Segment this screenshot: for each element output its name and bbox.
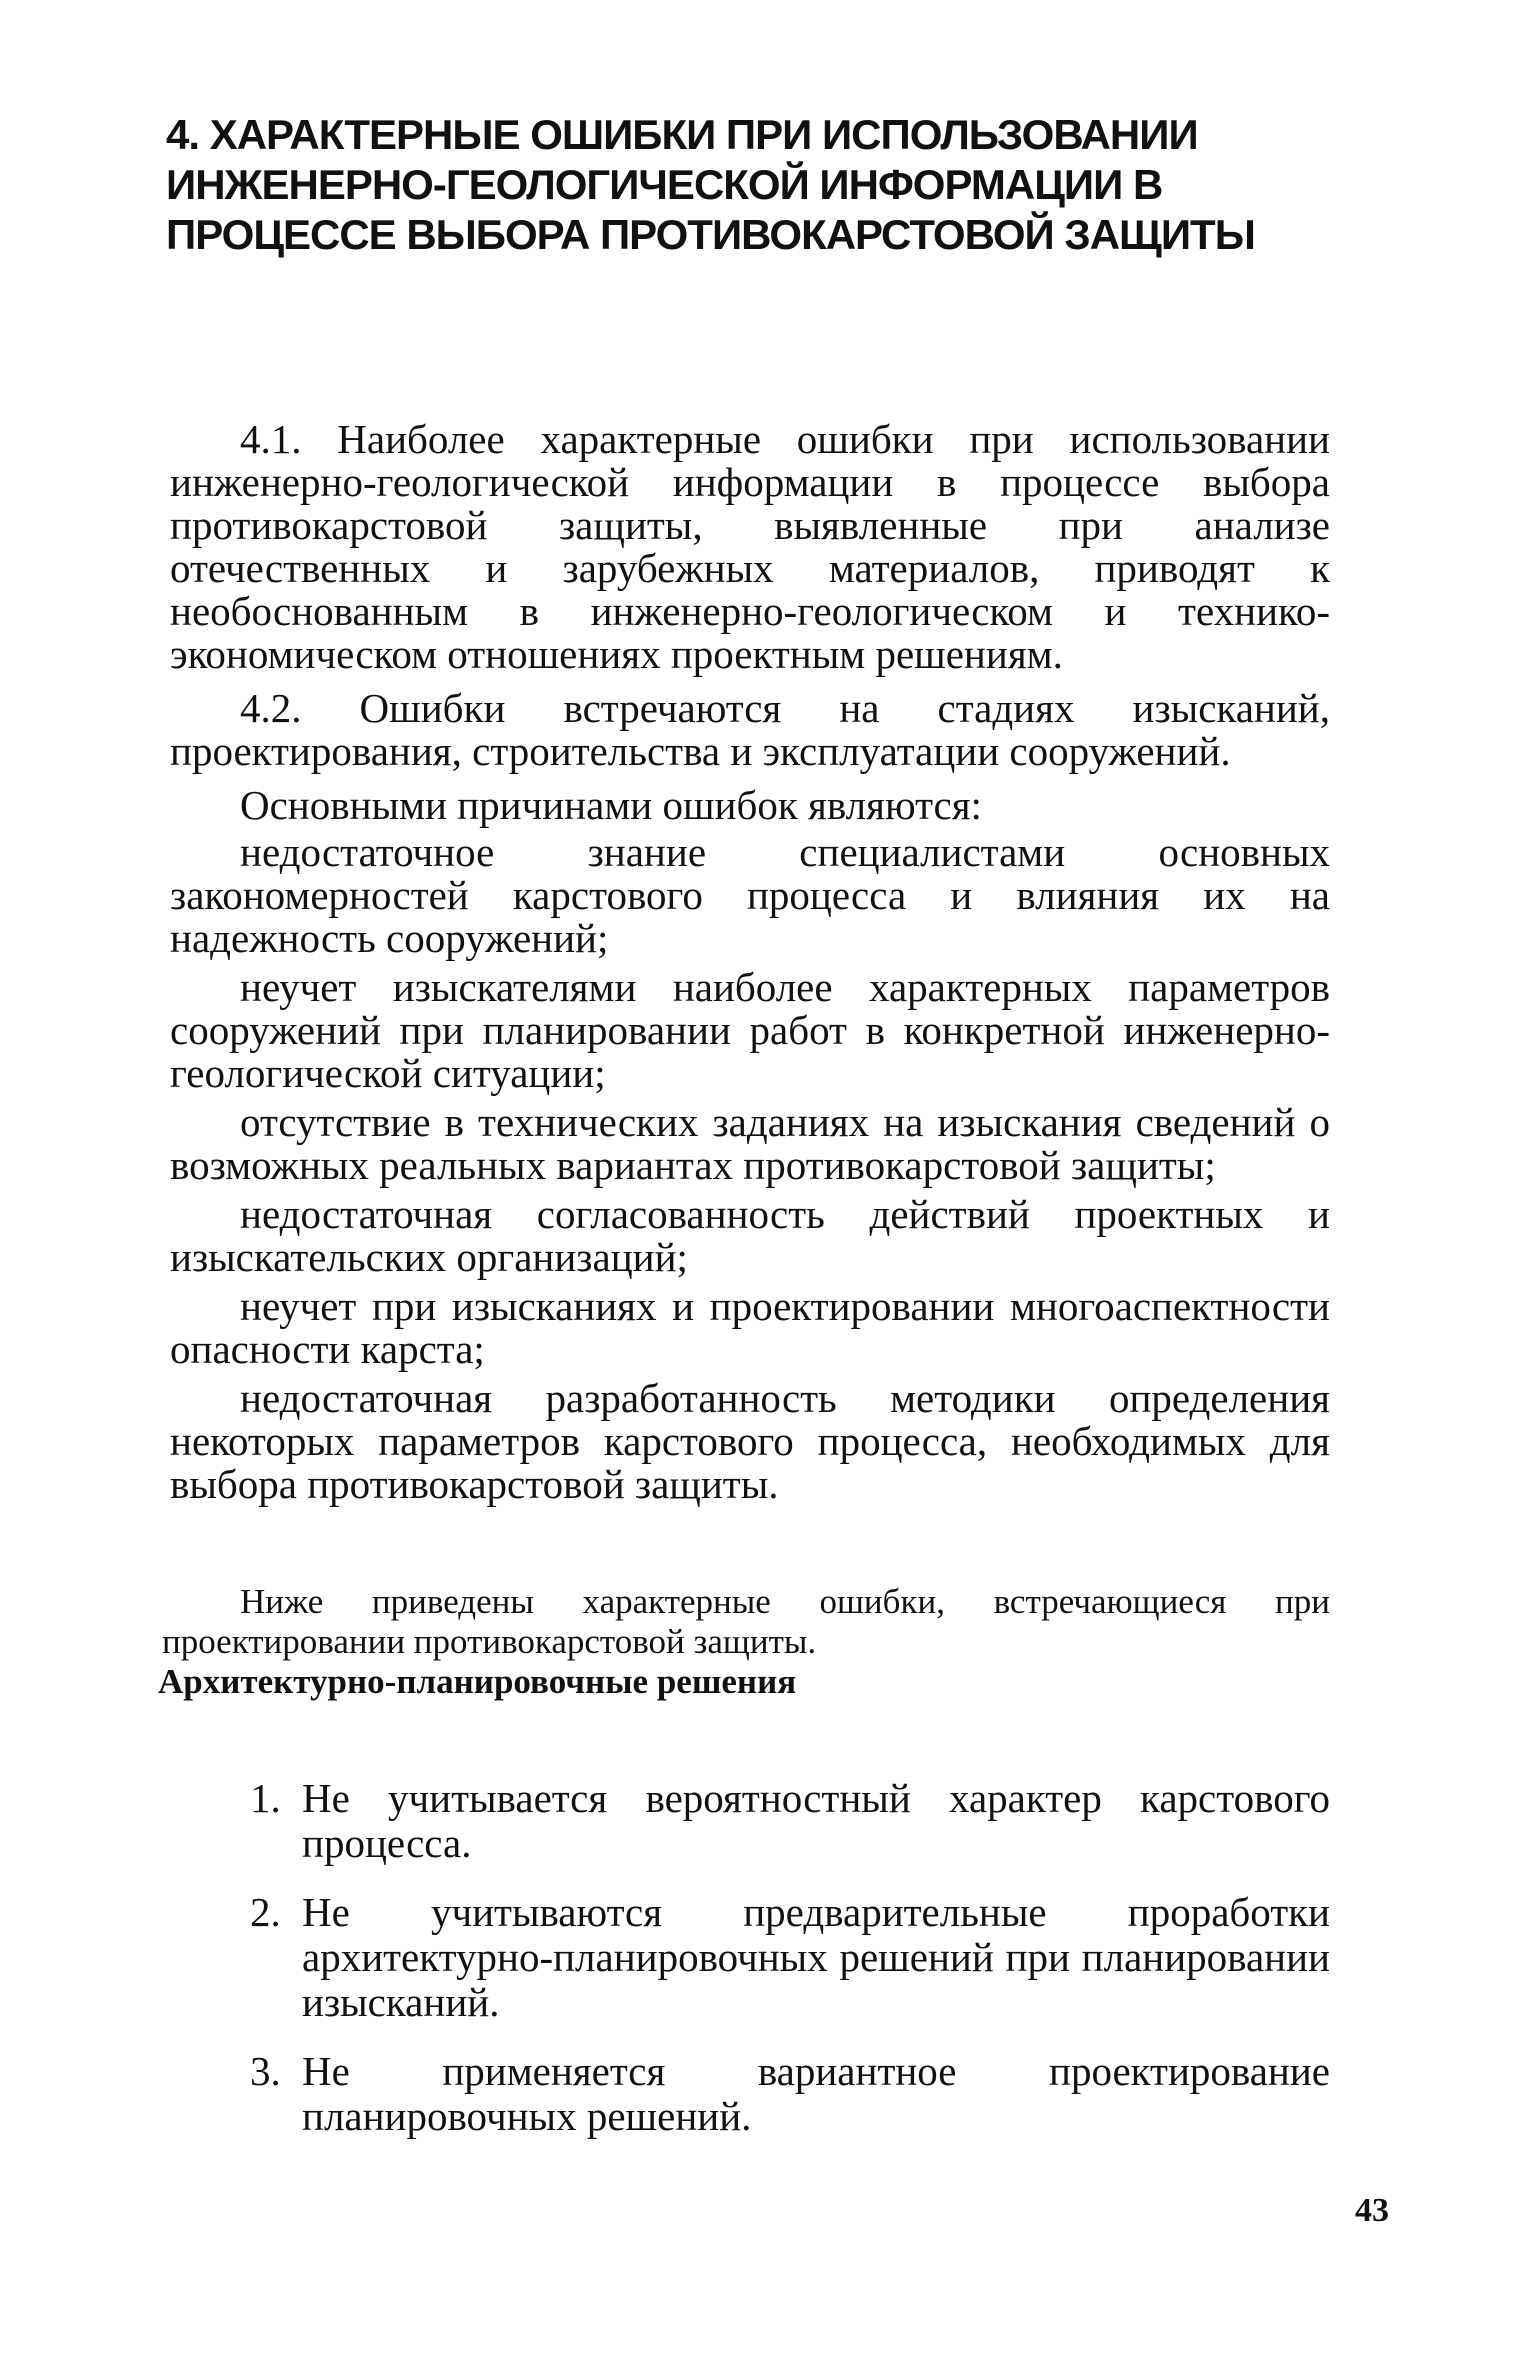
error-list <box>250 1776 1330 2163</box>
heading-line-3: ПРОЦЕССЕ ВЫБОРА ПРОТИВОКАРСТОВОЙ ЗАЩИТЫ <box>166 211 1255 258</box>
subsection-heading: Архитектурно-планировочные решения <box>158 1662 797 1701</box>
section-heading <box>166 110 1386 260</box>
list-item <box>250 1890 1330 2025</box>
list-item <box>250 1776 1330 1866</box>
list-item-number: 3. <box>250 2048 281 2094</box>
list-item-text: Не учитывается вероятностный характер карстового процесса. <box>302 1775 1330 1866</box>
reason-item: неучет при изысканиях и проектировании многоаспектности опасности карста; <box>170 1283 1330 1372</box>
page-number: 43 <box>1355 2192 1389 2229</box>
list-item-text: Не учитываются предварительные проработки архитектурно-планировочных решений при планировании изысканий. <box>302 1889 1330 2025</box>
note-paragraph: Ниже приведены характерные ошибки, встречающиеся при проектировании противокарстовой защиты. <box>162 1582 1330 1661</box>
reason-item: неучет изыскателями наиболее характерных параметров сооружений при планировании работ в конкретной инженерно-геологической ситуации; <box>170 964 1330 1096</box>
reason-item: недостаточное знание специалистами основных закономерностей карстового процесса и влияния их на надежность сооружений; <box>170 829 1330 961</box>
list-item <box>250 2049 1330 2139</box>
note-text <box>162 1582 1330 1662</box>
heading-line-2: ИНЖЕНЕРНО-ГЕОЛОГИЧЕСКОЙ ИНФОРМАЦИИ В <box>166 161 1163 208</box>
heading-line-1: 4. ХАРАКТЕРНЫЕ ОШИБКИ ПРИ ИСПОЛЬЗОВАНИИ <box>166 111 1198 158</box>
list-item-number: 1. <box>250 1775 281 1821</box>
reason-item: недостаточная разработанность методики определения некоторых параметров карстового процесса, необходимых для выбора противокарстовой защиты. <box>170 1375 1330 1507</box>
list-item-number: 2. <box>250 1889 281 1935</box>
list-item-text: Не применяется вариантное проектирование планировочных решений. <box>302 2048 1330 2139</box>
reasons-intro: Основными причинами ошибок являются: <box>240 782 982 828</box>
paragraph-4-1: 4.1. Наиболее характерные ошибки при использовании инженерно-геологической информации в процессе выбора противокарстовой защиты, выявленные при анализе отечественных и зарубежных материалов, приводят к необоснованным в инженерно-геологическом и технико-экономическом отношениях проектным решениям. <box>170 416 1330 677</box>
reason-item: недостаточная согласованность действий проектных и изыскательских организаций; <box>170 1191 1330 1280</box>
body-text <box>170 418 1330 1512</box>
reason-item: отсутствие в технических заданиях на изыскания сведений о возможных реальных вариантах противокарстовой защиты; <box>170 1099 1330 1188</box>
paragraph-4-2: 4.2. Ошибки встречаются на стадиях изысканий, проектирования, строительства и эксплуатации сооружений. <box>170 685 1330 774</box>
